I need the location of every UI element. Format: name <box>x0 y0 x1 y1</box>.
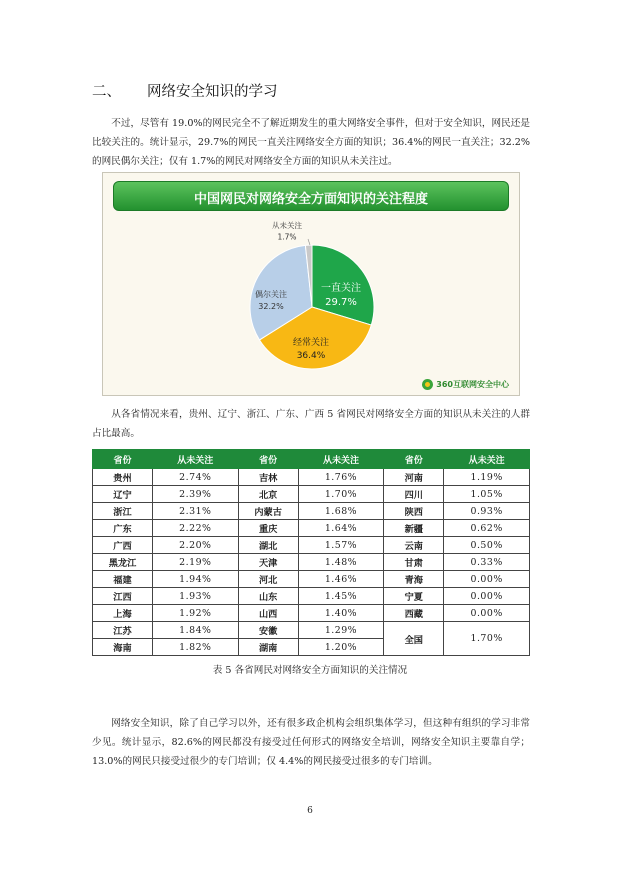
table-caption: 表 5 各省网民对网络安全方面知识的关注情况 <box>212 665 408 676</box>
slice-label-sometimes: 偶尔关注 <box>255 290 287 299</box>
slice-label-often-value: 36.4% <box>296 351 326 361</box>
slice-label-often: 经常关注 <box>292 338 330 348</box>
province-cell: 宁夏 <box>384 588 444 605</box>
pie-chart-figure <box>102 172 520 396</box>
table-row <box>93 503 530 520</box>
province-cell: 内蒙古 <box>238 503 298 520</box>
province-cell: 重庆 <box>238 520 298 537</box>
value-cell: 1.94% <box>152 571 238 588</box>
province-cell: 新疆 <box>384 520 444 537</box>
leader-line-never <box>308 239 310 245</box>
value-cell: 2.22% <box>152 520 238 537</box>
brand-logo <box>422 379 509 390</box>
value-cell: 2.31% <box>152 503 238 520</box>
chart-title: 中国网民对网络安全方面知识的关注程度 <box>193 192 428 207</box>
value-cell: 1.20% <box>298 639 384 656</box>
value-cell: 1.05% <box>444 486 530 503</box>
table-header-cell: 省份 <box>238 450 298 469</box>
value-cell: 1.29% <box>298 622 384 639</box>
value-cell: 1.84% <box>152 622 238 639</box>
table-row <box>93 469 530 486</box>
province-cell: 广东 <box>93 520 153 537</box>
province-cell: 湖南 <box>238 639 298 656</box>
national-label-cell: 全国 <box>384 622 444 656</box>
table-header-row <box>93 450 530 469</box>
slice-label-always-value: 29.7% <box>325 297 357 308</box>
table-row <box>93 537 530 554</box>
province-cell: 北京 <box>238 486 298 503</box>
page-number: 6 <box>307 806 313 816</box>
value-cell: 1.48% <box>298 554 384 571</box>
value-cell: 1.64% <box>298 520 384 537</box>
province-cell: 广西 <box>93 537 153 554</box>
table-header-cell: 省份 <box>384 450 444 469</box>
table-row <box>93 486 530 503</box>
province-cell: 安徽 <box>238 622 298 639</box>
paragraph-attention-summary: 不过，尽管有 19.0%的网民完全不了解近期发生的重大网络安全事件，但对于安全知识，网民还是比较关注的。统计显示，29.7%的网民一直关注网络安全方面的知识；36.4%的网民一直关注；32.2%的网民偶尔关注；仅有 1.7%的网民对网络安全方面的知识从未关注过。 <box>92 118 530 167</box>
table-header-cell: 从未关注 <box>444 450 530 469</box>
section-title: 网络安全知识的学习 <box>147 84 278 100</box>
table-row <box>93 605 530 622</box>
province-cell: 江西 <box>93 588 153 605</box>
table-row <box>93 571 530 588</box>
paragraph-training: 网络安全知识，除了自己学习以外，还有很多政企机构会组织集体学习，但这种有组织的学习非常少见。统计显示，82.6%的网民都没有接受过任何形式的网络安全培训，网络安全知识主要靠自学；13.0%的网民只接受过很少的专门培训；仅 4.4%的网民接受过很多的专门培训。 <box>92 718 530 767</box>
slice-label-never-value: 1.7% <box>277 232 297 242</box>
value-cell: 0.00% <box>444 571 530 588</box>
province-cell: 甘肃 <box>384 554 444 571</box>
table-row <box>93 520 530 537</box>
value-cell: 1.76% <box>298 469 384 486</box>
province-cell: 天津 <box>238 554 298 571</box>
province-cell: 浙江 <box>93 503 153 520</box>
slice-label-sometimes-value: 32.2% <box>258 302 284 311</box>
value-cell: 2.74% <box>152 469 238 486</box>
national-value-cell: 1.70% <box>444 622 530 656</box>
province-cell: 云南 <box>384 537 444 554</box>
value-cell: 1.93% <box>152 588 238 605</box>
value-cell: 0.00% <box>444 605 530 622</box>
value-cell: 1.45% <box>298 588 384 605</box>
value-cell: 1.46% <box>298 571 384 588</box>
province-cell: 陕西 <box>384 503 444 520</box>
pie-chart <box>103 173 519 395</box>
province-cell: 上海 <box>93 605 153 622</box>
table-row <box>93 622 530 639</box>
table-header-cell: 从未关注 <box>298 450 384 469</box>
province-cell: 海南 <box>93 639 153 656</box>
value-cell: 1.19% <box>444 469 530 486</box>
section-number: 二、 <box>92 84 121 100</box>
slice-label-never: 从未关注 <box>272 221 302 230</box>
province-cell: 湖北 <box>238 537 298 554</box>
section-heading <box>92 80 278 101</box>
value-cell: 1.57% <box>298 537 384 554</box>
value-cell: 0.93% <box>444 503 530 520</box>
province-cell: 山东 <box>238 588 298 605</box>
table-row <box>93 554 530 571</box>
value-cell: 1.68% <box>298 503 384 520</box>
value-cell: 1.70% <box>298 486 384 503</box>
province-cell: 山西 <box>238 605 298 622</box>
province-table <box>92 449 530 656</box>
value-cell: 2.39% <box>152 486 238 503</box>
value-cell: 2.19% <box>152 554 238 571</box>
brand-mark-icon <box>422 379 433 390</box>
table-row <box>93 588 530 605</box>
value-cell: 2.20% <box>152 537 238 554</box>
province-cell: 河南 <box>384 469 444 486</box>
paragraph-province-intro: 从各省情况来看，贵州、辽宁、浙江、广东、广西 5 省网民对网络安全方面的知识从未关注的人群占比最高。 <box>92 409 530 439</box>
province-cell: 贵州 <box>93 469 153 486</box>
value-cell: 0.50% <box>444 537 530 554</box>
brand-name: 360互联网安全中心 <box>436 380 509 389</box>
province-cell: 辽宁 <box>93 486 153 503</box>
table-header-cell: 从未关注 <box>152 450 238 469</box>
province-cell: 四川 <box>384 486 444 503</box>
value-cell: 1.40% <box>298 605 384 622</box>
table-header-cell: 省份 <box>93 450 153 469</box>
value-cell: 0.00% <box>444 588 530 605</box>
value-cell: 1.82% <box>152 639 238 656</box>
value-cell: 0.62% <box>444 520 530 537</box>
value-cell: 1.92% <box>152 605 238 622</box>
province-cell: 福建 <box>93 571 153 588</box>
slice-label-always: 一直关注 <box>321 283 361 294</box>
province-cell: 河北 <box>238 571 298 588</box>
value-cell: 0.33% <box>444 554 530 571</box>
province-cell: 吉林 <box>238 469 298 486</box>
province-cell: 江苏 <box>93 622 153 639</box>
province-cell: 黑龙江 <box>93 554 153 571</box>
province-cell: 西藏 <box>384 605 444 622</box>
province-cell: 青海 <box>384 571 444 588</box>
